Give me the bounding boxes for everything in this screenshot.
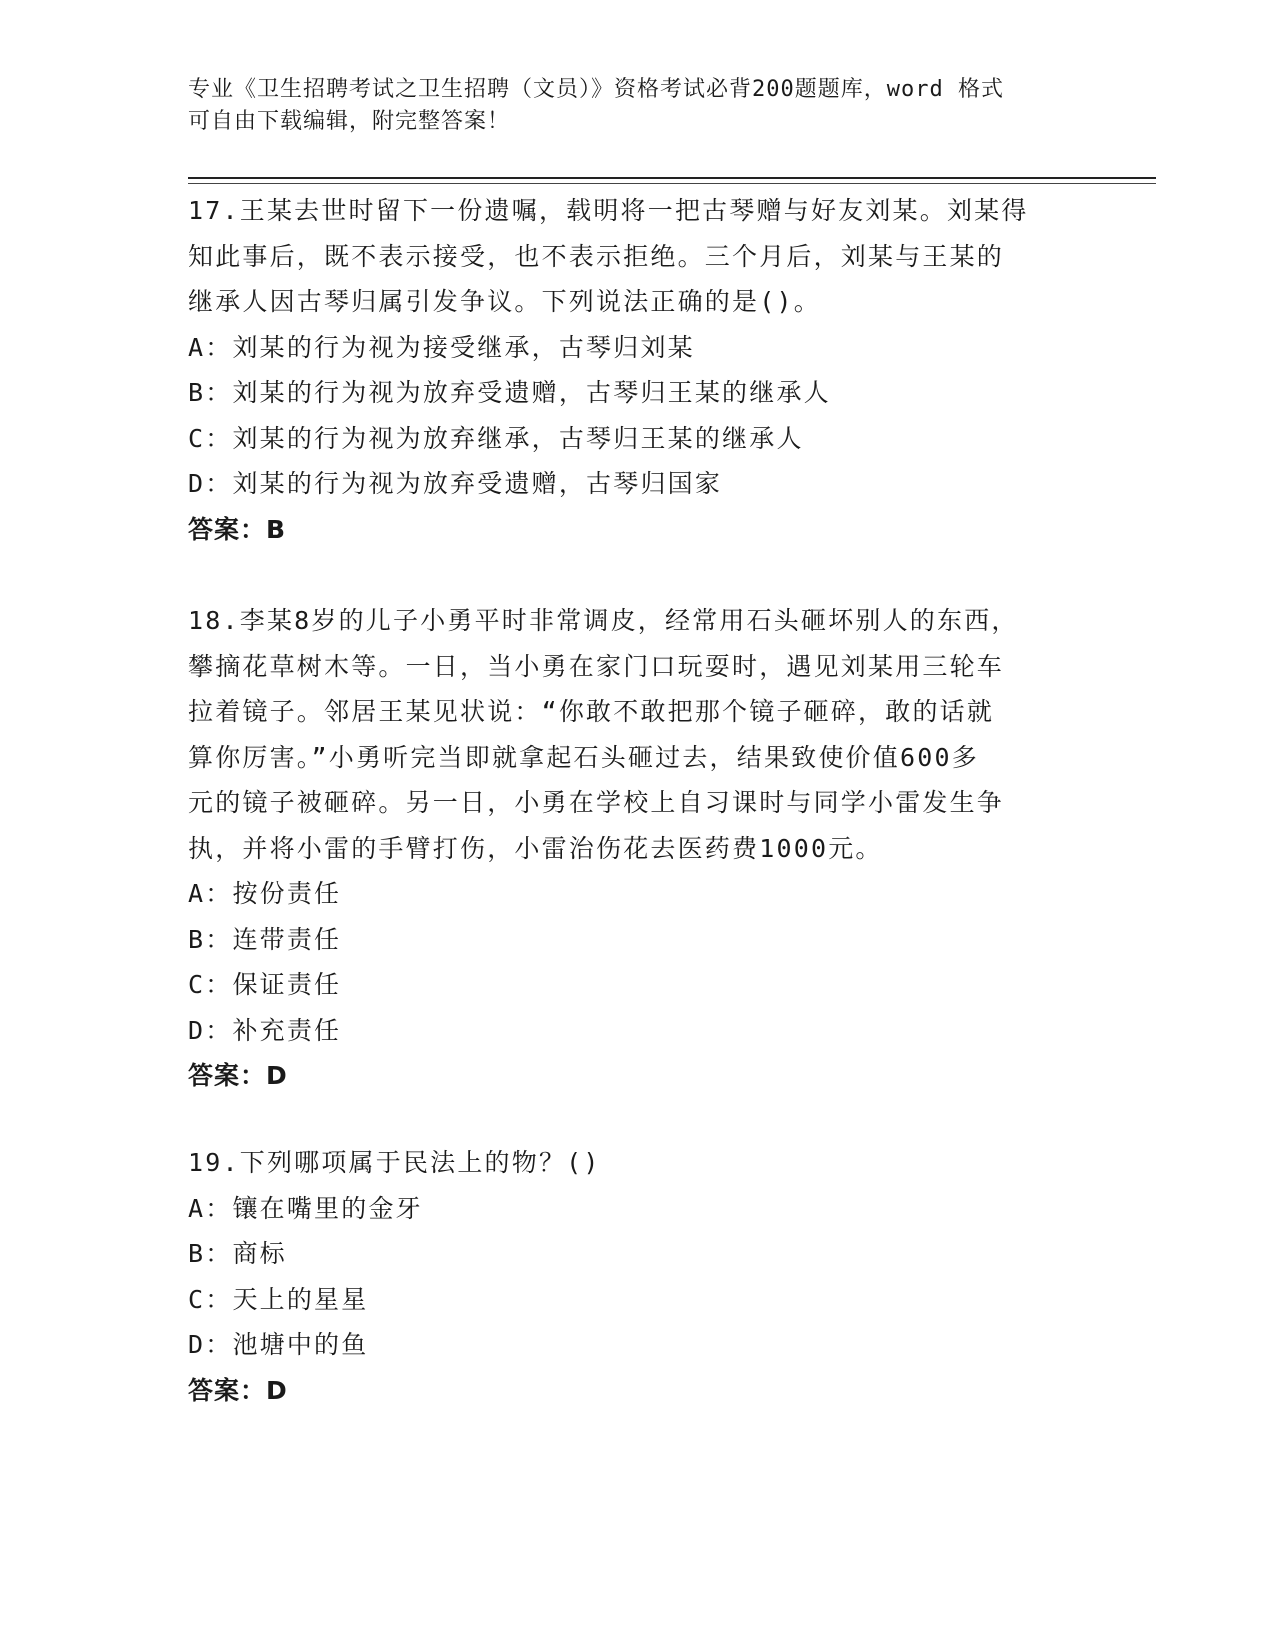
stem-line: 算你厉害。”小勇听完当即就拿起石头砸过去，结果致使价值600多 xyxy=(188,742,979,772)
stem-line: 执，并将小雷的手臂打伤，小雷治伤花去医药费1000元。 xyxy=(188,833,883,863)
option-c: C：保证责任 xyxy=(188,970,342,999)
header-line-2: 可自由下载编辑，附完整答案！ xyxy=(188,109,511,134)
header-divider-thick xyxy=(188,177,1156,179)
question-19 xyxy=(188,1140,1088,1413)
option-b: B：连带责任 xyxy=(188,924,342,954)
stem-line: 19.下列哪项属于民法上的物？() xyxy=(188,1148,601,1177)
header-divider-thin xyxy=(188,183,1156,184)
option-a: A：刘某的行为视为接受继承，古琴归刘某 xyxy=(188,332,695,362)
header-line-1: 专业《卫生招聘考试之卫生招聘（文员）》资格考试必背200题题库，word 格式 xyxy=(188,77,1004,102)
question-17 xyxy=(188,188,1088,552)
stem-line: 攀摘花草树木等。一日，当小勇在家门口玩耍时，遇见刘某用三轮车 xyxy=(188,651,1005,681)
option-d: D：刘某的行为视为放弃受遗赠，古琴归国家 xyxy=(188,469,723,498)
stem-line: 18.李某8岁的儿子小勇平时非常调皮，经常用石头砸坏别人的东西， xyxy=(188,606,1019,635)
stem-line: 17.王某去世时留下一份遗嘱，载明将一把古琴赠与好友刘某。刘某得 xyxy=(188,196,1029,225)
option-d: D：补充责任 xyxy=(188,1015,342,1045)
option-a: A：按份责任 xyxy=(188,879,342,908)
question-stem xyxy=(188,598,1088,871)
option-b: B：商标 xyxy=(188,1239,287,1268)
answer-label: 答案：D xyxy=(188,1061,288,1090)
answer-label: 答案：D xyxy=(188,1375,288,1405)
option-b: B：刘某的行为视为放弃受遗赠，古琴归王某的继承人 xyxy=(188,378,831,407)
stem-line: 元的镜子被砸碎。另一日，小勇在学校上自习课时与同学小雷发生争 xyxy=(188,788,1005,817)
option-a: A：镶在嘴里的金牙 xyxy=(188,1193,423,1223)
stem-line: 知此事后，既不表示接受，也不表示拒绝。三个月后，刘某与王某的 xyxy=(188,241,1005,271)
question-stem xyxy=(188,1140,1088,1186)
question-18 xyxy=(188,598,1088,1099)
option-d: D：池塘中的鱼 xyxy=(188,1330,369,1359)
stem-line: 继承人因古琴归属引发争议。下列说法正确的是()。 xyxy=(188,287,821,316)
answer-label: 答案：B xyxy=(188,514,287,544)
option-c: C：天上的星星 xyxy=(188,1284,369,1314)
document-header xyxy=(188,74,1068,138)
option-c: C：刘某的行为视为放弃继承，古琴归王某的继承人 xyxy=(188,423,804,453)
stem-line: 拉着镜子。邻居王某见状说：“你敢不敢把那个镜子砸碎，敢的话就 xyxy=(188,697,995,726)
question-stem xyxy=(188,188,1088,325)
